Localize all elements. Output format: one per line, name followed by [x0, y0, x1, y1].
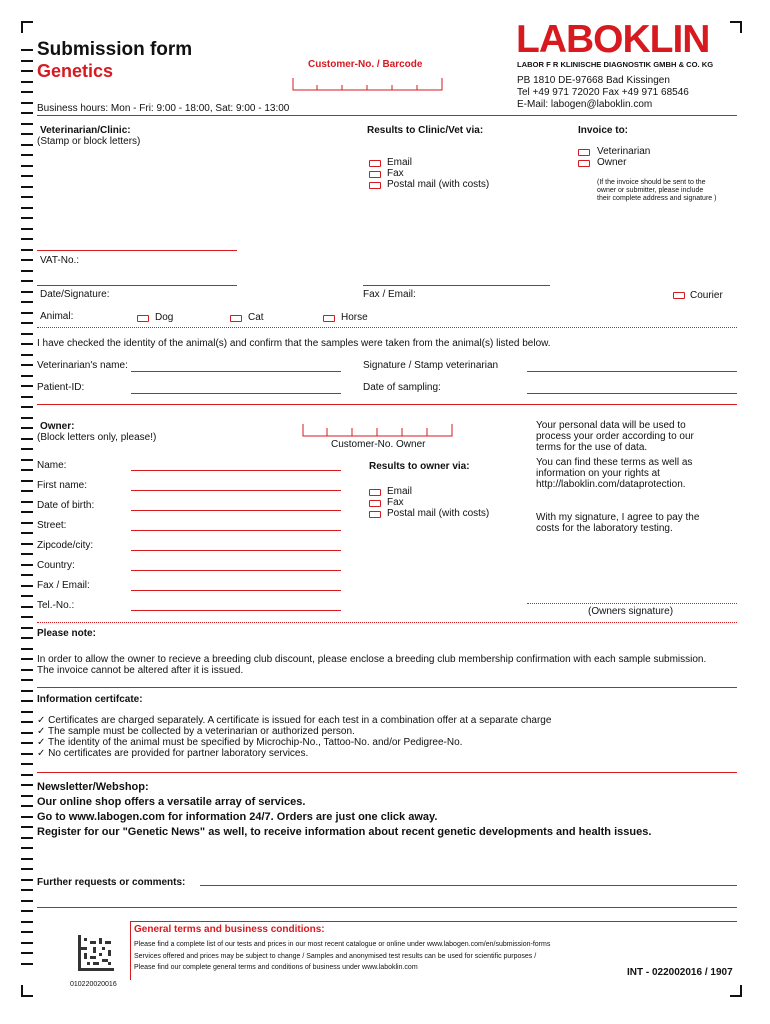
divider	[37, 772, 737, 773]
margin-tick	[21, 417, 33, 419]
results-owner-email-checkbox[interactable]	[369, 489, 381, 496]
laboklin-logo: LABOKLIN	[516, 18, 710, 61]
courier-label: Courier	[690, 290, 723, 301]
cert-item: ✓ The identity of the animal must be specified by Microchip-No., Tattoo-No. and/or Pedigree-No.	[37, 737, 463, 748]
vat-label: VAT-No.:	[40, 255, 80, 266]
margin-tick	[21, 700, 33, 702]
cert-label: Information certifcate:	[37, 694, 143, 705]
news-line: Register for our "Genetic News" as well, to receive information about recent genetic developments and health issues.	[37, 826, 652, 838]
date-signature-label: Date/Signature:	[40, 289, 110, 300]
privacy-line: terms for the use of data.	[536, 442, 648, 453]
margin-tick	[21, 669, 33, 671]
sampling-date-label: Date of sampling:	[363, 382, 441, 393]
margin-tick	[21, 690, 33, 692]
margin-tick	[21, 900, 33, 902]
margin-tick	[21, 469, 33, 471]
invoice-vet-label: Veterinarian	[597, 146, 651, 157]
animal-horse-checkbox[interactable]	[323, 315, 335, 322]
company-address: PB 1810 DE-97668 Bad Kissingen	[517, 75, 670, 86]
privacy-line: http://laboklin.com/dataprotection.	[536, 479, 686, 490]
owner-field-label: Street:	[37, 520, 67, 531]
margin-tick	[21, 606, 33, 608]
corner-mark-bottom-left	[21, 985, 33, 997]
owner-field-label: Name:	[37, 460, 67, 471]
margin-tick	[21, 868, 33, 870]
margin-tick	[21, 532, 33, 534]
margin-tick	[21, 679, 33, 681]
cert-item: ✓ The sample must be collected by a veterinarian or authorized person.	[37, 726, 355, 737]
agree-line: costs for the laboratory testing.	[536, 523, 673, 534]
dotted-divider	[37, 327, 737, 328]
vet-fax-email-label: Fax / Email:	[363, 289, 416, 300]
terms-line: Services offered and prices may be subject to change / Samples and anonymised test results can be used for scientific purposes /	[134, 953, 537, 960]
margin-tick	[21, 312, 33, 314]
margin-tick	[21, 112, 33, 114]
form-title: Submission form	[37, 39, 193, 60]
owner-field-label: Zipcode/city:	[37, 540, 94, 551]
owner-label: Owner:	[40, 421, 75, 432]
margin-tick	[21, 847, 33, 849]
margin-tick	[21, 480, 33, 482]
divider	[37, 115, 737, 116]
results-owner-fax-checkbox[interactable]	[369, 500, 381, 507]
margin-tick	[21, 963, 33, 965]
margin-tick	[21, 910, 33, 912]
patient-id-label: Patient-ID:	[37, 382, 85, 393]
margin-tick	[21, 133, 33, 135]
margin-tick	[21, 711, 33, 713]
terms-line: Please find our complete general terms and conditions of business under www.laboklin.com	[134, 964, 418, 971]
margin-tick	[21, 795, 33, 797]
margin-tick	[21, 301, 33, 303]
margin-tick	[21, 564, 33, 566]
divider	[37, 687, 737, 688]
owner-dob-line[interactable]	[131, 510, 341, 511]
margin-tick	[21, 438, 33, 440]
results-vet-postal-label: Postal mail (with costs)	[387, 179, 490, 190]
vet-name-line[interactable]	[131, 371, 341, 372]
privacy-line: You can find these terms as well as	[536, 457, 693, 468]
margin-tick	[21, 207, 33, 209]
corner-mark-top-right	[730, 21, 742, 33]
company-phone: Tel +49 971 72020 Fax +49 971 68546	[517, 87, 689, 98]
animal-dog-label: Dog	[155, 312, 174, 323]
company-name: LABOR F R KLINISCHE DIAGNOSTIK GMBH & CO. KG	[517, 60, 714, 69]
results-owner-fax-label: Fax	[387, 497, 404, 508]
margin-tick	[21, 490, 33, 492]
margin-tick	[21, 889, 33, 891]
terms-box-top	[130, 921, 737, 922]
margin-tick	[21, 427, 33, 429]
margin-tick	[21, 931, 33, 933]
owner-name-line[interactable]	[131, 470, 341, 471]
dotted-divider	[37, 622, 737, 623]
margin-tick	[21, 144, 33, 146]
margin-tick	[21, 511, 33, 513]
margin-tick	[21, 154, 33, 156]
margin-tick	[21, 952, 33, 954]
margin-tick	[21, 763, 33, 765]
margin-tick	[21, 343, 33, 345]
margin-tick	[21, 585, 33, 587]
owner-customer-no-label: Customer-No. Owner	[331, 439, 426, 450]
animal-cat-label: Cat	[248, 312, 264, 323]
privacy-line: process your order according to our	[536, 431, 694, 442]
results-owner-postal-label: Postal mail (with costs)	[387, 508, 490, 519]
margin-tick	[21, 81, 33, 83]
margin-tick	[21, 553, 33, 555]
owner-field-label: Tel.-No.:	[37, 600, 75, 611]
margin-tick	[21, 102, 33, 104]
vat-input-line[interactable]	[37, 250, 237, 251]
animal-label: Animal:	[40, 311, 74, 322]
privacy-line: Your personal data will be used to	[536, 420, 686, 431]
owner-tel-line[interactable]	[131, 610, 341, 611]
terms-box	[130, 922, 131, 980]
note-label: Please note:	[37, 628, 96, 639]
margin-tick	[21, 270, 33, 272]
margin-tick	[21, 648, 33, 650]
margin-tick	[21, 574, 33, 576]
margin-tick	[21, 186, 33, 188]
margin-tick	[21, 543, 33, 545]
margin-tick	[21, 627, 33, 629]
margin-tick	[21, 123, 33, 125]
results-vet-email-label: Email	[387, 157, 413, 168]
owner-field-label: First name:	[37, 480, 88, 491]
margin-tick	[21, 238, 33, 240]
owner-fax-email-line[interactable]	[131, 590, 341, 591]
margin-tick	[21, 249, 33, 251]
agree-line: With my signature, I agree to pay the	[536, 512, 700, 523]
margin-tick	[21, 658, 33, 660]
margin-tick	[21, 70, 33, 72]
margin-tick	[21, 291, 33, 293]
margin-tick	[21, 522, 33, 524]
owner-first-name-line[interactable]	[131, 490, 341, 491]
margin-tick	[21, 175, 33, 177]
courier-checkbox[interactable]	[673, 292, 685, 299]
margin-tick	[21, 501, 33, 503]
margin-tick	[21, 784, 33, 786]
owner-country-line[interactable]	[131, 570, 341, 571]
margin-tick	[21, 385, 33, 387]
barcode-number: 010220020016	[70, 981, 117, 988]
terms-line: Please find a complete list of our tests and prices in our most recent catalogue or online under www.labogen.com/en/submission-forms	[134, 941, 551, 948]
invoice-note-line: owner or submitter, please include	[597, 187, 704, 194]
company-email: E-Mail: labogen@laboklin.com	[517, 99, 653, 110]
margin-tick	[21, 259, 33, 261]
note-text-line: In order to allow the owner to recieve a breeding club discount, please enclose a breeding club membership confirmation with each sample submission.	[37, 654, 707, 665]
owner-signature-label: (Owners signature)	[588, 606, 674, 617]
news-line: Our online shop offers a versatile array of services.	[37, 796, 306, 808]
margin-tick	[21, 165, 33, 167]
margin-tick	[21, 459, 33, 461]
results-owner-postal-checkbox[interactable]	[369, 511, 381, 518]
patient-id-line[interactable]	[131, 393, 341, 394]
owner-field-label: Fax / Email:	[37, 580, 90, 591]
margin-tick	[21, 364, 33, 366]
results-vet-postal-checkbox[interactable]	[369, 182, 381, 189]
margin-tick	[21, 217, 33, 219]
customer-no-label: Customer-No. / Barcode	[308, 59, 423, 70]
further-requests-line[interactable]	[37, 907, 737, 908]
margin-tick	[21, 375, 33, 377]
vet-signature-label: Signature / Stamp veterinarian	[363, 360, 499, 371]
invoice-to-label: Invoice to:	[578, 125, 629, 136]
margin-tick	[21, 396, 33, 398]
invoice-note-line: their complete address and signature )	[597, 195, 717, 202]
margin-tick	[21, 774, 33, 776]
cert-item: ✓ No certificates are provided for partner laboratory services.	[37, 748, 309, 759]
corner-mark-bottom-right	[730, 985, 742, 997]
vet-clinic-hint: (Stamp or block letters)	[37, 136, 141, 147]
margin-tick	[21, 721, 33, 723]
margin-tick	[21, 732, 33, 734]
margin-tick	[21, 406, 33, 408]
invoice-vet-checkbox[interactable]	[578, 149, 590, 156]
privacy-line: information on your rights at	[536, 468, 660, 479]
news-label: Newsletter/Webshop:	[37, 781, 149, 793]
owner-street-line[interactable]	[131, 530, 341, 531]
animal-horse-label: Horse	[341, 312, 368, 323]
form-id: INT - 022002016 / 1907	[627, 967, 733, 978]
animal-dog-checkbox[interactable]	[137, 315, 149, 322]
owner-signature-line[interactable]	[527, 603, 737, 604]
identity-statement: I have checked the identity of the animal(s) and confirm that the samples were taken from the animal(s) listed below.	[37, 338, 551, 349]
margin-tick	[21, 858, 33, 860]
margin-tick	[21, 637, 33, 639]
vet-clinic-area[interactable]	[37, 148, 337, 248]
margin-tick	[21, 322, 33, 324]
corner-mark-top-left	[21, 21, 33, 33]
margin-tick	[21, 333, 33, 335]
results-vet-label: Results to Clinic/Vet via:	[367, 125, 484, 136]
customer-no-boxes[interactable]	[292, 76, 444, 92]
fax-email-line[interactable]	[363, 285, 550, 286]
invoice-owner-checkbox[interactable]	[578, 160, 590, 167]
owner-customer-no-boxes[interactable]	[302, 422, 454, 438]
results-owner-label: Results to owner via:	[369, 461, 470, 472]
margin-tick	[21, 448, 33, 450]
animal-cat-checkbox[interactable]	[230, 315, 242, 322]
vet-signature-line[interactable]	[527, 371, 737, 372]
form-subtitle: Genetics	[37, 61, 114, 81]
margin-tick	[21, 837, 33, 839]
margin-tick	[21, 354, 33, 356]
news-line: Go to www.labogen.com for information 24/7. Orders are just one click away.	[37, 811, 438, 823]
owner-hint: (Block letters only, please!)	[37, 432, 157, 443]
further-requests-label: Further requests or comments:	[37, 877, 186, 888]
sampling-date-line[interactable]	[527, 393, 737, 394]
margin-tick	[21, 228, 33, 230]
cert-item: ✓ Certificates are charged separately. A certificate is issued for each test in a combination offer at a separate charge	[37, 715, 552, 726]
margin-tick	[21, 60, 33, 62]
results-vet-fax-checkbox[interactable]	[369, 171, 381, 178]
margin-tick	[21, 879, 33, 881]
margin-tick	[21, 49, 33, 51]
invoice-owner-label: Owner	[597, 157, 627, 168]
margin-tick	[21, 826, 33, 828]
margin-tick	[21, 921, 33, 923]
margin-tick	[21, 805, 33, 807]
owner-field-label: Date of birth:	[37, 500, 95, 511]
margin-tick	[21, 196, 33, 198]
results-vet-fax-label: Fax	[387, 168, 404, 179]
vet-clinic-label: Veterinarian/Clinic:	[40, 125, 131, 136]
margin-tick	[21, 942, 33, 944]
divider	[37, 404, 737, 405]
results-vet-email-checkbox[interactable]	[369, 160, 381, 167]
margin-tick	[21, 595, 33, 597]
owner-zipcode-line[interactable]	[131, 550, 341, 551]
qr-code-icon	[78, 935, 114, 971]
terms-label: General terms and business conditions:	[134, 924, 325, 935]
margin-tick	[21, 280, 33, 282]
business-hours: Business hours: Mon - Fri: 9:00 - 18:00, Sat: 9:00 - 13:00	[37, 103, 290, 114]
note-text-line: The invoice cannot be altered after it is issued.	[37, 665, 244, 676]
vet-name-label: Veterinarian's name:	[37, 360, 128, 371]
margin-tick	[21, 742, 33, 744]
further-requests-line[interactable]	[200, 885, 737, 886]
invoice-note-line: (If the invoice should be sent to the	[597, 179, 706, 186]
margin-tick	[21, 616, 33, 618]
margin-tick	[21, 91, 33, 93]
margin-tick	[21, 816, 33, 818]
date-signature-line[interactable]	[37, 285, 237, 286]
results-owner-email-label: Email	[387, 486, 413, 497]
owner-field-label: Country:	[37, 560, 75, 571]
margin-tick	[21, 753, 33, 755]
